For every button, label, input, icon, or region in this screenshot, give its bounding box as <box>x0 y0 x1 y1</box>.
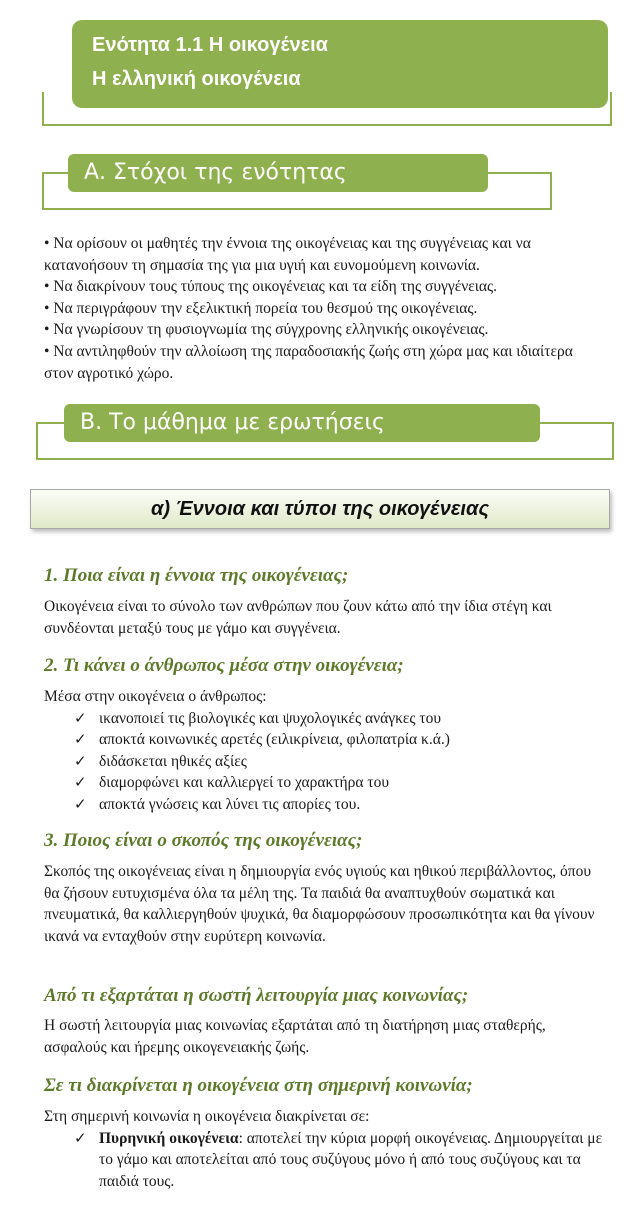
check-icon: ✓ <box>74 773 87 792</box>
answer-text: Σκοπός της οικογένειας είναι η δημιουργία ενός υγιούς και ηθικού περιβάλλοντος, όπου θα ζήσουν ευτυχισμένα όλα τα μέλη της. Τα παιδιά θα αναπτυχθούν σωματικά και πνευματικά, θα καλλιεργηθούν ψυχικά, θα διαμορφώσουν προσωπικότητα και θα γίνουν ικανά να ενταχθούν στην ευρύτερη κοινωνία. <box>44 863 595 945</box>
goal-item: • Να διακρίνουν τους τύπους της οικογένειας και τα είδη της συγγένειας. <box>44 278 498 296</box>
section-a-line-left <box>42 172 70 174</box>
list-item-text: διδάσκεται ηθικές αξίες <box>99 752 247 770</box>
question-2-answer <box>44 686 604 816</box>
question-4-title: Από τι εξαρτάται η σωστή λειτουργία μιας κοινωνίας; <box>44 985 469 1006</box>
question-2-title: 2. Τι κάνει ο άνθρωπος μέσα στην οικογένεια; <box>44 655 404 676</box>
check-icon: ✓ <box>74 730 87 749</box>
question-5-title: Σε τι διακρίνεται η οικογένεια στη σημερινή κοινωνία; <box>44 1075 473 1096</box>
answer-intro: Μέσα στην οικογένεια ο άνθρωπος: <box>44 688 267 705</box>
goal-item: • Να ορίσουν οι μαθητές την έννοια της οικογένειας και της συγγένειας και να κατανοήσουν τη σημασία της για μια υγιή και ευνομούμενη κοινωνία. <box>44 235 531 274</box>
question-1-answer <box>44 596 604 639</box>
header-line2: Η ελληνική οικογένεια <box>92 68 301 90</box>
section-a-line-right <box>486 172 550 174</box>
answer-text: Οικογένεια είναι το σύνολο των ανθρώπων που ζουν κάτω από την ίδια στέγη και συνδέονται μεταξύ τους με γάμο και συγγένεια. <box>44 598 552 637</box>
list-item <box>44 794 604 816</box>
list-item-text: : αποτελεί την κύρια μορφή οικογένειας. Δημιουργείται με το γάμο και αποτελείται από τους συζύγους μόνο ή από τους συζύγους και τα παιδιά τους. <box>99 1129 603 1190</box>
list-item-text: ικανοποιεί τις βιολογικές και ψυχολογικές ανάγκες του <box>99 709 442 727</box>
question-4-answer <box>44 1015 604 1058</box>
list-item <box>44 751 604 773</box>
section-b-line-right <box>540 422 612 424</box>
goal-item: • Να αντιληφθούν την αλλοίωση της παραδοσιακής ζωής στη χώρα μας και ιδιαίτερα στον αγροτικό χώρο. <box>44 342 573 382</box>
list-item-text: αποκτά γνώσεις και λύνει τις απορίες του. <box>99 795 361 813</box>
section-b-subtitle: α) Έννοια και τύποι της οικογένειας <box>30 489 610 529</box>
answer-text: Η σωστή λειτουργία μιας κοινωνίας εξαρτάται από τη διατήρηση μιας σταθερής, ασφαλούς και ήρεμης οικογενειακής ζωής. <box>44 1017 546 1056</box>
question-3-title: 3. Ποιος είναι ο σκοπός της οικογένειας; <box>44 830 363 851</box>
question-1-title: 1. Ποια είναι η έννοια της οικογένειας; <box>44 565 349 586</box>
goal-item: • Να περιγράφουν την εξελικτική πορεία του θεσμού της οικογένειας. <box>44 299 478 317</box>
list-item-text: διαμορφώνει και καλλιεργεί το χαρακτήρα του <box>99 774 390 792</box>
list-item <box>44 729 604 751</box>
check-icon: ✓ <box>74 794 87 813</box>
header-title-box <box>72 20 608 108</box>
list-item <box>44 708 604 730</box>
list-item-term: Πυρηνική οικογένεια <box>99 1129 239 1147</box>
question-5-answer <box>44 1106 604 1192</box>
section-a-title: Α. Στόχοι της ενότητας <box>68 154 488 192</box>
section-b-title: Β. Το μάθημα με ερωτήσεις <box>64 404 540 442</box>
header-line1: Ενότητα 1.1 Η οικογένεια <box>92 34 328 56</box>
check-list <box>44 708 604 816</box>
check-icon: ✓ <box>74 708 87 727</box>
check-icon: ✓ <box>74 1128 87 1147</box>
list-item <box>44 772 604 794</box>
answer-intro: Στη σημερινή κοινωνία η οικογένεια διακρίνεται σε: <box>44 1108 370 1125</box>
question-3-answer <box>44 861 604 947</box>
list-item <box>44 1128 604 1193</box>
check-icon: ✓ <box>74 751 87 770</box>
goal-item: • Να γνωρίσουν τη φυσιογνωμία της σύγχρονης ελληνικής οικογένειας. <box>44 321 489 339</box>
goals-list <box>44 233 604 384</box>
check-list <box>44 1128 604 1193</box>
list-item-text: αποκτά κοινωνικές αρετές (ειλικρίνεια, φιλοπατρία κ.ά.) <box>99 731 450 749</box>
section-b-line-left <box>36 422 66 424</box>
